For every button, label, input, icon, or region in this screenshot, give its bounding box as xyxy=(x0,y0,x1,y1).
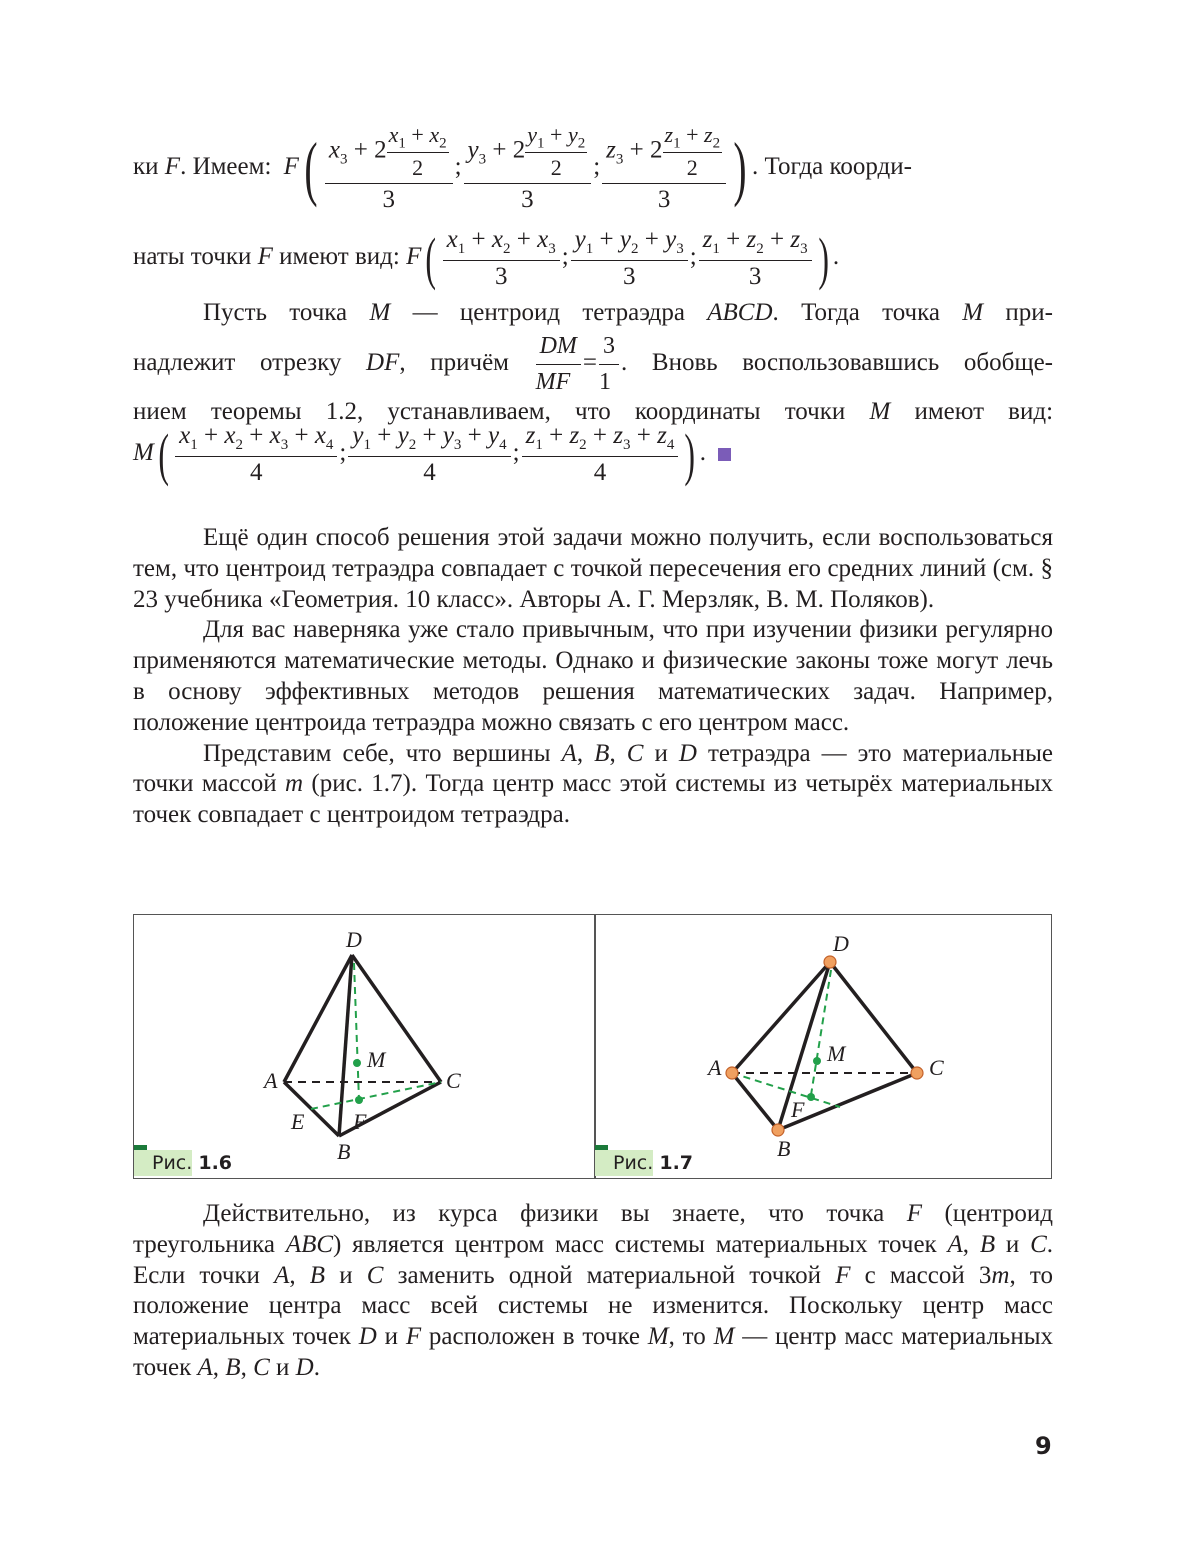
var: D xyxy=(678,739,697,767)
label-e: E xyxy=(291,1109,305,1134)
paren-open: ( xyxy=(425,225,437,291)
sub: 3 xyxy=(615,151,624,168)
text: нием теоремы 1.2, устанавливаем, что координаты точки xyxy=(133,398,846,426)
text: , xyxy=(962,1230,980,1258)
var: x xyxy=(537,226,549,253)
den: 3 xyxy=(382,186,395,214)
text: и xyxy=(269,1353,296,1381)
caption-prefix: Рис. xyxy=(595,1150,653,1176)
var: y xyxy=(488,422,500,449)
var: x xyxy=(446,226,458,253)
paragraph-material-points xyxy=(133,739,1053,831)
end-of-proof-icon xyxy=(718,448,731,461)
text: ) является центром масс системы материальных точек xyxy=(333,1230,948,1258)
sub: 2 xyxy=(712,135,721,152)
den: 4 xyxy=(250,459,263,486)
var: D xyxy=(295,1353,314,1381)
label-m: M xyxy=(827,1041,846,1066)
text: , xyxy=(609,739,627,767)
var: B xyxy=(594,739,610,767)
text: заменить одной материальной точкой xyxy=(383,1261,836,1289)
var: F xyxy=(257,243,273,271)
text: наты точки xyxy=(133,243,252,271)
text: расположен в точке xyxy=(421,1323,648,1351)
edge-db xyxy=(339,955,352,1136)
text: имеют вид: xyxy=(914,398,1054,426)
function-name: F xyxy=(283,152,299,180)
label-c: C xyxy=(446,1068,461,1093)
text: . xyxy=(313,1353,320,1381)
var: M xyxy=(647,1323,669,1351)
point-m xyxy=(813,1057,821,1065)
median-ce xyxy=(311,1082,441,1109)
sub: 2 xyxy=(577,135,586,152)
point-f xyxy=(807,1093,815,1101)
text: + 2 xyxy=(486,136,526,164)
var: y xyxy=(665,226,677,253)
paragraph-center-of-mass xyxy=(133,1199,1053,1384)
text: (рис. 1.7). Тогда центр масс этой системы из четырёх материальных точек совпадает с центроидом тетраэдра. xyxy=(133,770,1054,829)
text: и xyxy=(643,739,679,767)
var: M xyxy=(869,398,891,426)
half-fraction: $\frac{y_1 + y_2}{2}$ xyxy=(527,122,586,181)
var: A xyxy=(274,1261,290,1289)
var: z xyxy=(790,226,801,253)
text: при- xyxy=(1005,299,1054,326)
text: , xyxy=(212,1353,226,1381)
edge-da xyxy=(732,962,830,1073)
var: z xyxy=(657,422,667,449)
fraction-y: $\frac{y_1 + y_2 + y_3 + y_4}{4}$ xyxy=(348,422,510,487)
text: и xyxy=(376,1323,406,1351)
formula-line-3: M( $\frac{x_1 + x_2 + x_3 + x_4}{4}$ ; $\frac{y_1 + y_2 + y_3 + y_4}{4}$ ; $\frac{z_1 + z_2 + z_3 + z_4}{4}$ ) . xyxy=(133,422,731,487)
text: . Вновь воспользовавшись обобще- xyxy=(621,348,1053,376)
label-a: A xyxy=(708,1055,722,1080)
function-name: M xyxy=(133,439,154,467)
var: z xyxy=(606,136,616,164)
edge-ab xyxy=(732,1073,778,1130)
text: и xyxy=(995,1230,1031,1258)
paragraph-conclusion xyxy=(133,1199,1053,1384)
var: x xyxy=(328,136,341,164)
num: 3 xyxy=(599,331,619,365)
caption-number: 1.6 xyxy=(198,1152,233,1174)
den: 2 xyxy=(550,155,562,181)
text: + 2 xyxy=(623,136,663,164)
half-fraction: $\frac{z_1 + z_2}{2}$ xyxy=(664,122,721,181)
figure-1-7 xyxy=(595,915,1053,1177)
var: DM xyxy=(539,332,577,359)
sub: 1 xyxy=(398,135,406,152)
var: F xyxy=(405,1323,422,1351)
den: 2 xyxy=(686,155,698,181)
var: B xyxy=(979,1230,996,1258)
paragraph-alternative-method: Ещё один способ решения этой задачи можно получить, если воспользоваться тем, что центроид тетраэдра совпадает с точкой пересечения его средних линий (см. § 23 учебника «Геометрия. 10 класс». Авторы А. Г. Мерзляк, В. М. Поляков). xyxy=(133,524,1053,613)
caption-number: 1.7 xyxy=(659,1152,694,1174)
paragraph-text-block xyxy=(133,523,1053,831)
den: 3 xyxy=(622,263,636,290)
den: 3 xyxy=(494,263,508,290)
var: z xyxy=(704,122,713,147)
text: — центр масс материальных точек xyxy=(133,1323,1053,1381)
ratio-fraction xyxy=(536,331,581,398)
formula-line-2: наты точки F имеют вид: F( $\frac{x_1 + x_2 + x_3}{3}$ ; $\frac{y_1 + y_2 + y_3}{3}$ ; $\frac{z_1 + z_2 + z_3}{3}$ ) . xyxy=(133,225,840,291)
sub: 3 xyxy=(478,151,487,168)
var: m xyxy=(991,1261,1010,1289)
text: = xyxy=(582,348,598,376)
text: , причём xyxy=(399,348,509,376)
text: . xyxy=(832,243,840,271)
den: 3 xyxy=(521,186,534,214)
mass-point-b xyxy=(772,1124,784,1136)
text: (центроид треугольника xyxy=(133,1200,1053,1258)
fraction-y: $\frac{y_1 + y_2 + y_3}{3}$ xyxy=(571,226,688,291)
text: Пусть точка xyxy=(203,299,348,326)
label-f: F xyxy=(791,1097,805,1122)
text: . Тогда коорди- xyxy=(752,152,912,180)
text: , xyxy=(240,1353,254,1381)
paren-open: ( xyxy=(304,128,318,209)
fraction-y xyxy=(464,122,592,214)
var: y xyxy=(397,422,409,449)
paragraph-centroid xyxy=(133,298,1053,428)
fraction-z: $\frac{z_1 + z_2 + z_3}{3}$ xyxy=(699,226,812,291)
var: F xyxy=(835,1261,851,1289)
text: , xyxy=(576,739,595,767)
construction-lines xyxy=(311,963,441,1109)
fraction-x: $\frac{x_1 + x_2 + x_3}{3}$ xyxy=(443,226,560,291)
var: C xyxy=(626,739,644,767)
half-fraction: $\frac{x_1 + x_2}{2}$ xyxy=(388,122,447,181)
label-b: B xyxy=(337,1139,351,1164)
var: m xyxy=(285,770,304,798)
var: z xyxy=(613,422,624,449)
text: . xyxy=(699,439,706,467)
var: C xyxy=(366,1261,384,1289)
paren-close: ) xyxy=(733,128,747,209)
var: y xyxy=(442,422,454,449)
var: y xyxy=(567,122,578,147)
den: 4 xyxy=(423,459,436,486)
paren-open: ( xyxy=(158,421,169,487)
point-f xyxy=(355,1096,363,1104)
var: M xyxy=(962,299,984,326)
var: z xyxy=(702,226,713,253)
text: . Имеем: xyxy=(180,152,272,180)
fraction-x xyxy=(325,122,453,214)
text: с массой 3 xyxy=(850,1261,992,1289)
label-f: F xyxy=(353,1109,367,1134)
var: y xyxy=(574,226,586,253)
mass-point-a xyxy=(726,1067,738,1079)
fraction-x: $\frac{x_1 + x_2 + x_3 + x_4}{4}$ xyxy=(175,422,337,487)
var: x xyxy=(491,226,503,253)
den: 3 xyxy=(657,186,671,214)
text: Представим себе, что вершины xyxy=(203,739,562,767)
figure-1-6 xyxy=(134,915,594,1177)
var: B xyxy=(309,1261,326,1289)
var: y xyxy=(619,226,631,253)
text: , то положение центра масс всей системы не изменится. Поскольку центр масс материальных точек xyxy=(133,1261,1053,1351)
text: надлежит отрезку xyxy=(133,348,342,376)
var: ABC xyxy=(285,1230,334,1258)
caption-fig-1-6 xyxy=(134,1152,232,1174)
var: x xyxy=(269,422,281,449)
var: x xyxy=(179,422,191,449)
den: 4 xyxy=(593,459,607,486)
text: . Если точки xyxy=(133,1230,1053,1289)
median-df xyxy=(354,963,359,1100)
text: и xyxy=(325,1261,367,1289)
text: — центроид тетраэдра xyxy=(412,299,685,326)
sub: 1 xyxy=(537,135,545,152)
function-name: F xyxy=(406,243,422,271)
den: 1 xyxy=(599,368,612,395)
text: , xyxy=(289,1261,310,1289)
label-a: A xyxy=(264,1068,278,1093)
var: M xyxy=(713,1323,735,1351)
var: F xyxy=(906,1200,922,1227)
var: A xyxy=(197,1353,213,1381)
var: y xyxy=(352,422,364,449)
caption-fig-1-7 xyxy=(595,1152,693,1174)
sub: 3 xyxy=(340,151,348,168)
label-b: B xyxy=(777,1136,791,1161)
var: z xyxy=(664,122,674,147)
mass-point-d xyxy=(824,956,836,968)
formula-line-1: ки F. Имеем: F( $x_3 + 2$ $\frac{x_1 + x_2}{2}$ 3 ; $y_3 + 2$ $\frac{y_1 + y_2}{2}$ 3 ; $z_3 + 2$ $\frac{z_1 + z_2}{2}$ 3 ) . Тогда коорди- xyxy=(133,122,912,214)
edge-dc xyxy=(352,955,441,1082)
var: C xyxy=(253,1353,270,1381)
var: A xyxy=(947,1230,963,1258)
edge-da xyxy=(284,955,352,1082)
figure-panel xyxy=(133,914,1052,1179)
den: 3 xyxy=(748,263,762,290)
var: z xyxy=(525,422,536,449)
text: . Тогда точка xyxy=(772,299,940,326)
var: B xyxy=(225,1353,241,1381)
point-m xyxy=(353,1059,361,1067)
text: имеют вид: xyxy=(279,243,400,271)
var: y xyxy=(467,136,479,164)
label-m: M xyxy=(367,1047,386,1072)
paragraph-physics: Для вас наверняка уже стало привычным, что при изучении физики регулярно применяются математические методы. Однако и физические законы тоже могут лечь в основу эффективных методов решения математических задач. Например, положение центроида тетраэдра можно связать с его центром масс. xyxy=(133,616,1053,736)
text: ки xyxy=(133,152,159,180)
var: A xyxy=(561,739,577,767)
var: F xyxy=(164,152,181,180)
var: x xyxy=(388,122,399,147)
label-d: D xyxy=(346,927,362,952)
label-c: C xyxy=(929,1055,944,1080)
var: C xyxy=(1030,1230,1047,1258)
line xyxy=(133,298,1053,329)
page-number: 9 xyxy=(1035,1432,1052,1460)
var: x xyxy=(224,422,236,449)
fraction-z xyxy=(602,122,726,214)
text: , то xyxy=(668,1323,714,1351)
sub: 2 xyxy=(439,135,447,152)
tetrahedron-edges xyxy=(732,962,917,1130)
var: x xyxy=(429,122,440,147)
paren-close: ) xyxy=(817,225,829,291)
label-d: D xyxy=(833,931,849,956)
text: тетраэдра — это материальные точки массой xyxy=(133,739,1054,798)
var: ABCD xyxy=(707,299,773,326)
caption-prefix: Рис. xyxy=(134,1150,192,1176)
construction-lines xyxy=(732,970,840,1107)
var: DF xyxy=(366,348,400,376)
mass-point-c xyxy=(911,1067,923,1079)
text: Действительно, из курса физики вы знаете, что точка xyxy=(203,1200,907,1227)
var: y xyxy=(527,122,538,147)
paren-close: ) xyxy=(684,421,696,487)
var: z xyxy=(569,422,580,449)
text: + 2 xyxy=(347,136,387,164)
value-fraction xyxy=(599,331,619,398)
var: x xyxy=(314,422,326,449)
line xyxy=(133,331,1053,398)
var: D xyxy=(358,1323,377,1351)
den: 2 xyxy=(412,155,424,181)
var: M xyxy=(369,299,391,326)
fraction-z: $\frac{z_1 + z_2 + z_3 + z_4}{4}$ xyxy=(522,422,679,487)
var: MF xyxy=(535,368,571,395)
sub: 1 xyxy=(673,135,681,152)
var: z xyxy=(746,226,757,253)
